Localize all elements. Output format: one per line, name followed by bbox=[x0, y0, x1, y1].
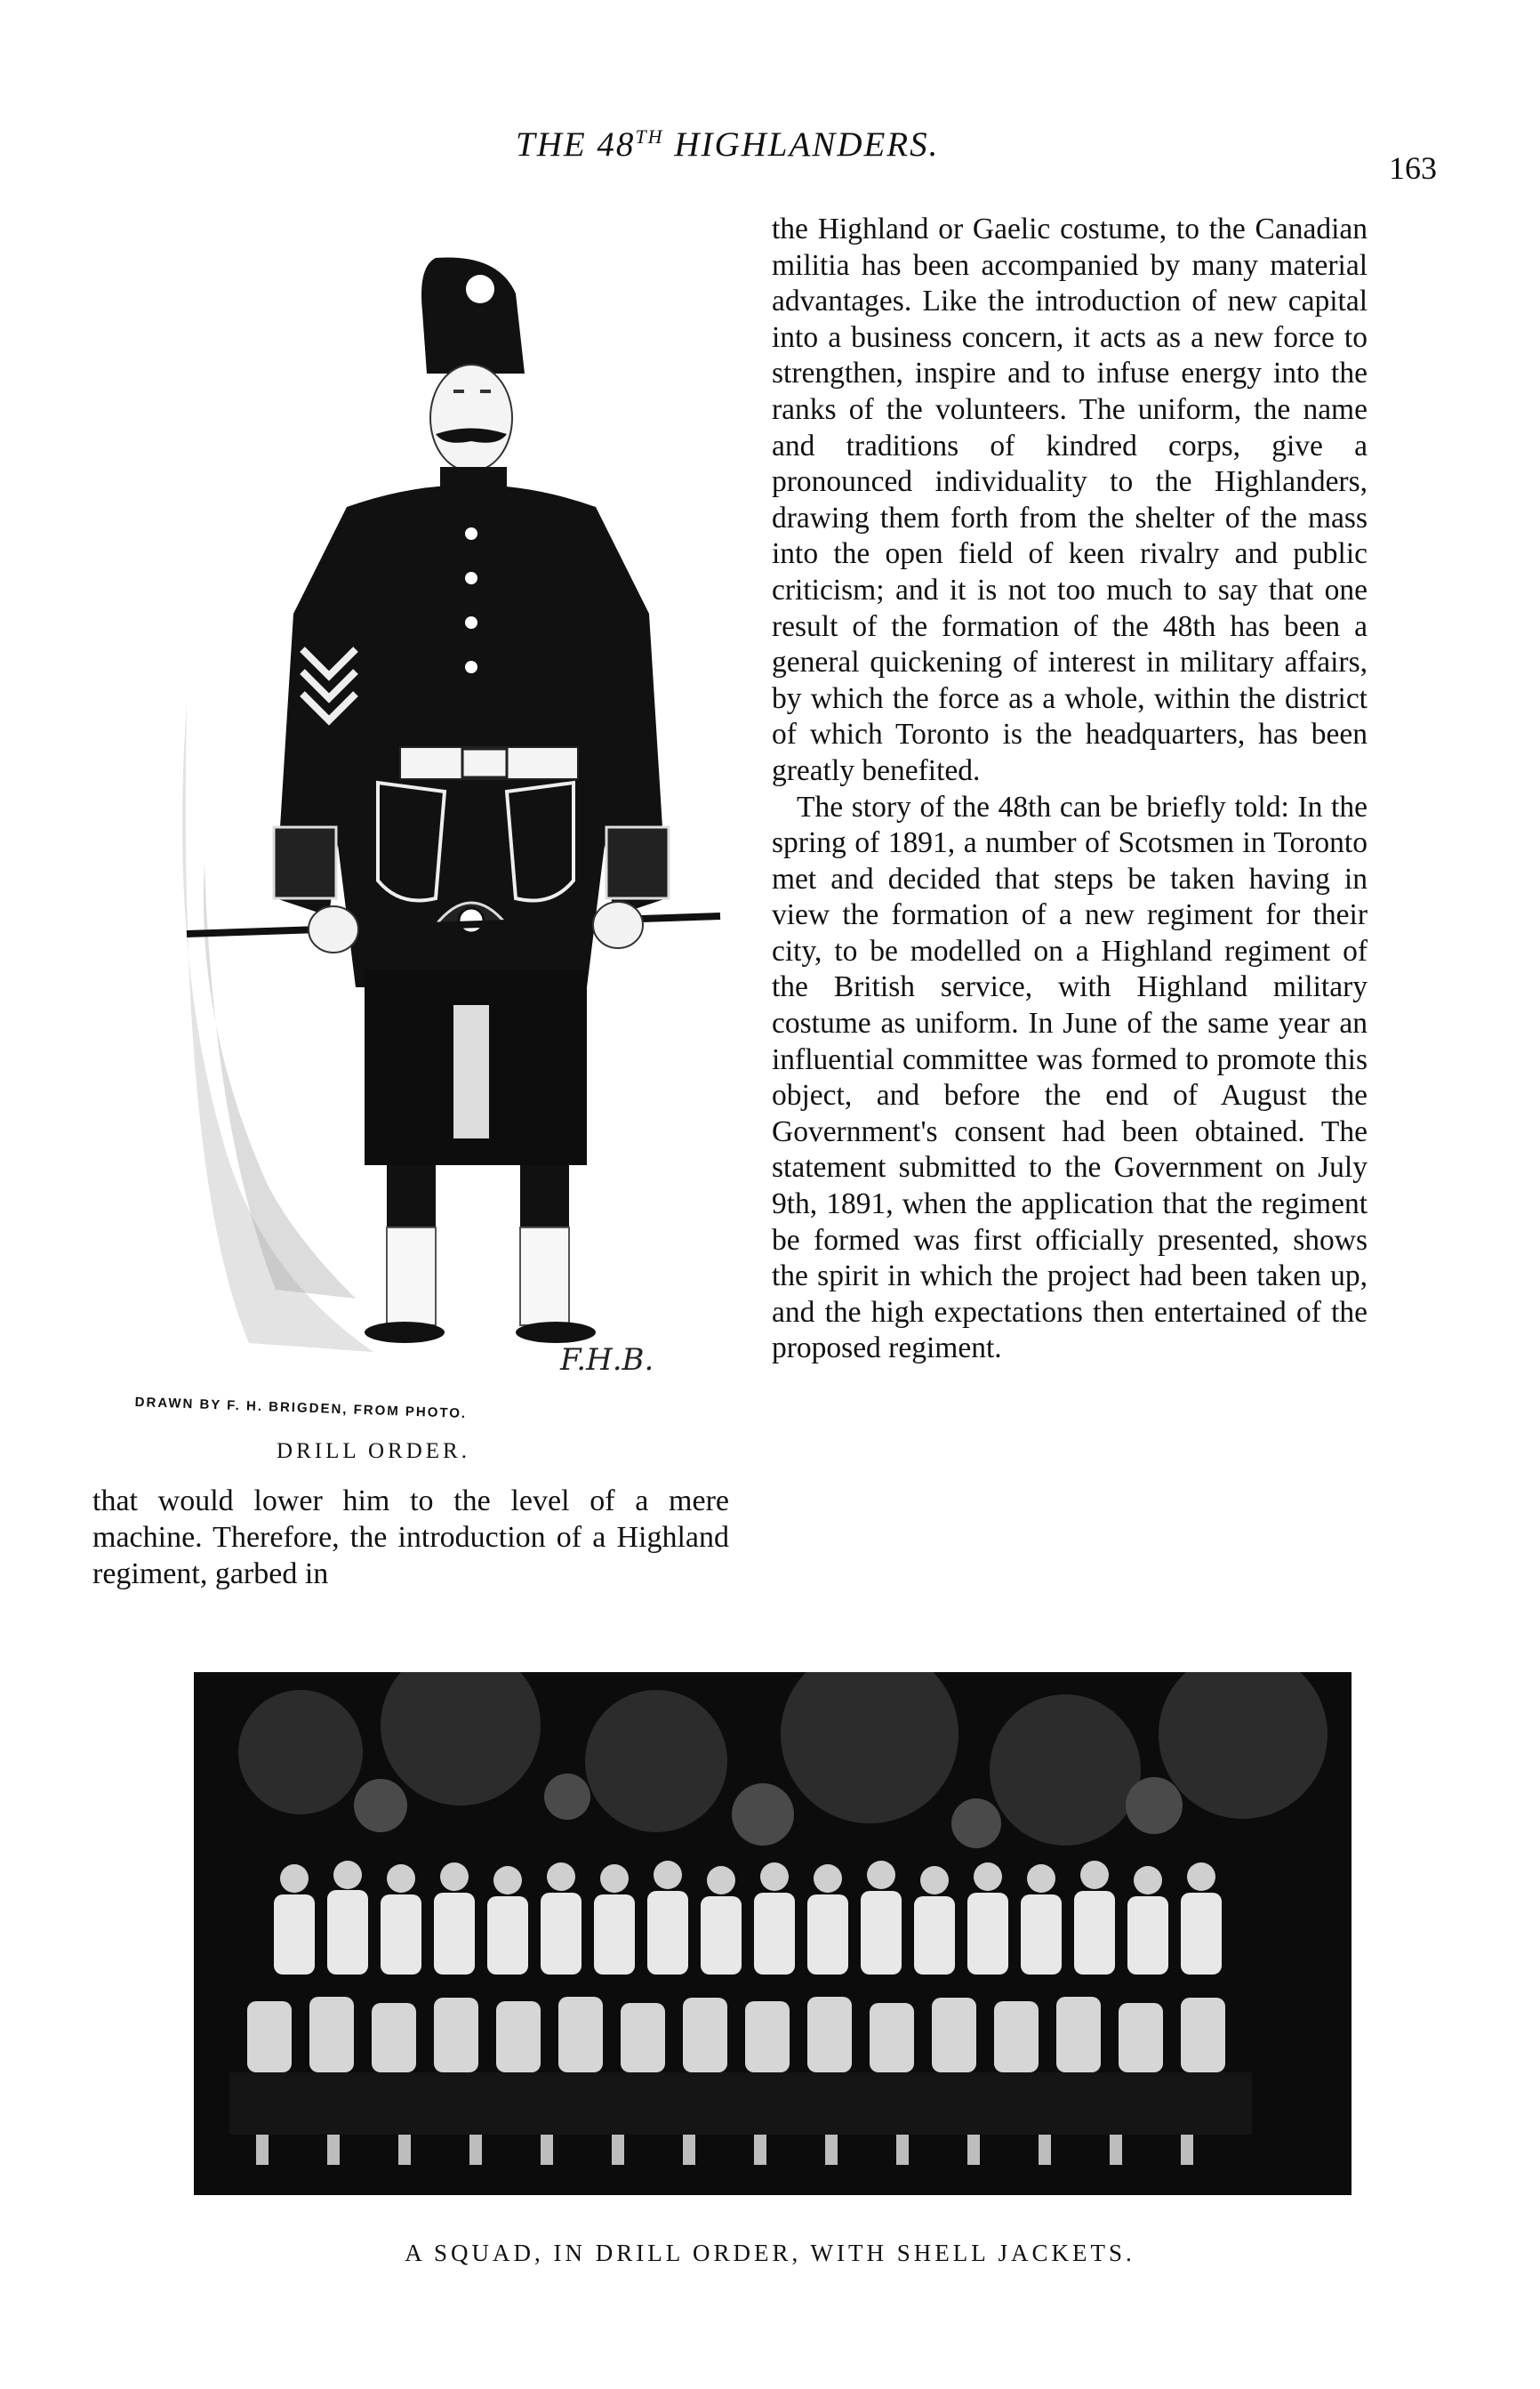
header-title-pre: THE 48 bbox=[516, 125, 636, 164]
highlander-portrait-illustration bbox=[169, 240, 738, 1396]
portrait-credit: DRAWN BY F. H. BRIGDEN, FROM PHOTO. bbox=[134, 1395, 468, 1422]
right-column-text bbox=[772, 212, 1368, 1367]
artist-monogram: F.H.B. bbox=[560, 1342, 654, 1378]
paragraph-story: The story of the 48th can be briefly told: In the spring of 1891, a number of Scotsmen in Toronto met and decided that steps be taken having in view the formation of a new regiment for their city, to be modelled on a Highland regiment of the British service, with Highland military costume as uniform. In June of the same year an influential committee was formed to promote this object, and before the end of August the Government's consent had been obtained. The statement submitted to the Government on July 9th, 1891, when the application that the regiment be formed was first officially presented, shows the spirit in which the project had been taken up, and the high expectations then entertained of the proposed regiment. bbox=[772, 790, 1368, 1365]
header-title-sup: TH bbox=[635, 125, 664, 148]
paragraph-costume: the Highland or Gaelic costume, to the Canadian militia has been accompanied by many material advantages. Like the introduction of new capital into a business concern, it acts as a new force to strengthen, inspire and to infuse energy into the ranks of the volunteers. The uniform, the name and traditions of kindred corps, give a pronounced individuality to the Highlanders, drawing them forth from the shelter of the mass into the open field of keen rivalry and public criticism; and it is not too much to say that one result of the formation of the 48th has been a general quickening of interest in military affairs, by which the force as a whole, within the district of which Toronto is the headquarters, has been greatly benefited. bbox=[772, 213, 1368, 787]
page-number: 163 bbox=[1389, 150, 1437, 186]
portrait-caption: DRILL ORDER. bbox=[277, 1439, 470, 1463]
squad-group-photograph bbox=[194, 1672, 1352, 2195]
left-column-text: that would lower him to the level of a mere machine. Therefore, the introduction of a Highland regiment, garbed in bbox=[92, 1484, 729, 1590]
header-title-post: HIGHLANDERS. bbox=[663, 125, 940, 164]
running-header bbox=[516, 125, 939, 165]
photo-caption: A SQUAD, IN DRILL ORDER, WITH SHELL JACKETS. bbox=[405, 2240, 1135, 2266]
